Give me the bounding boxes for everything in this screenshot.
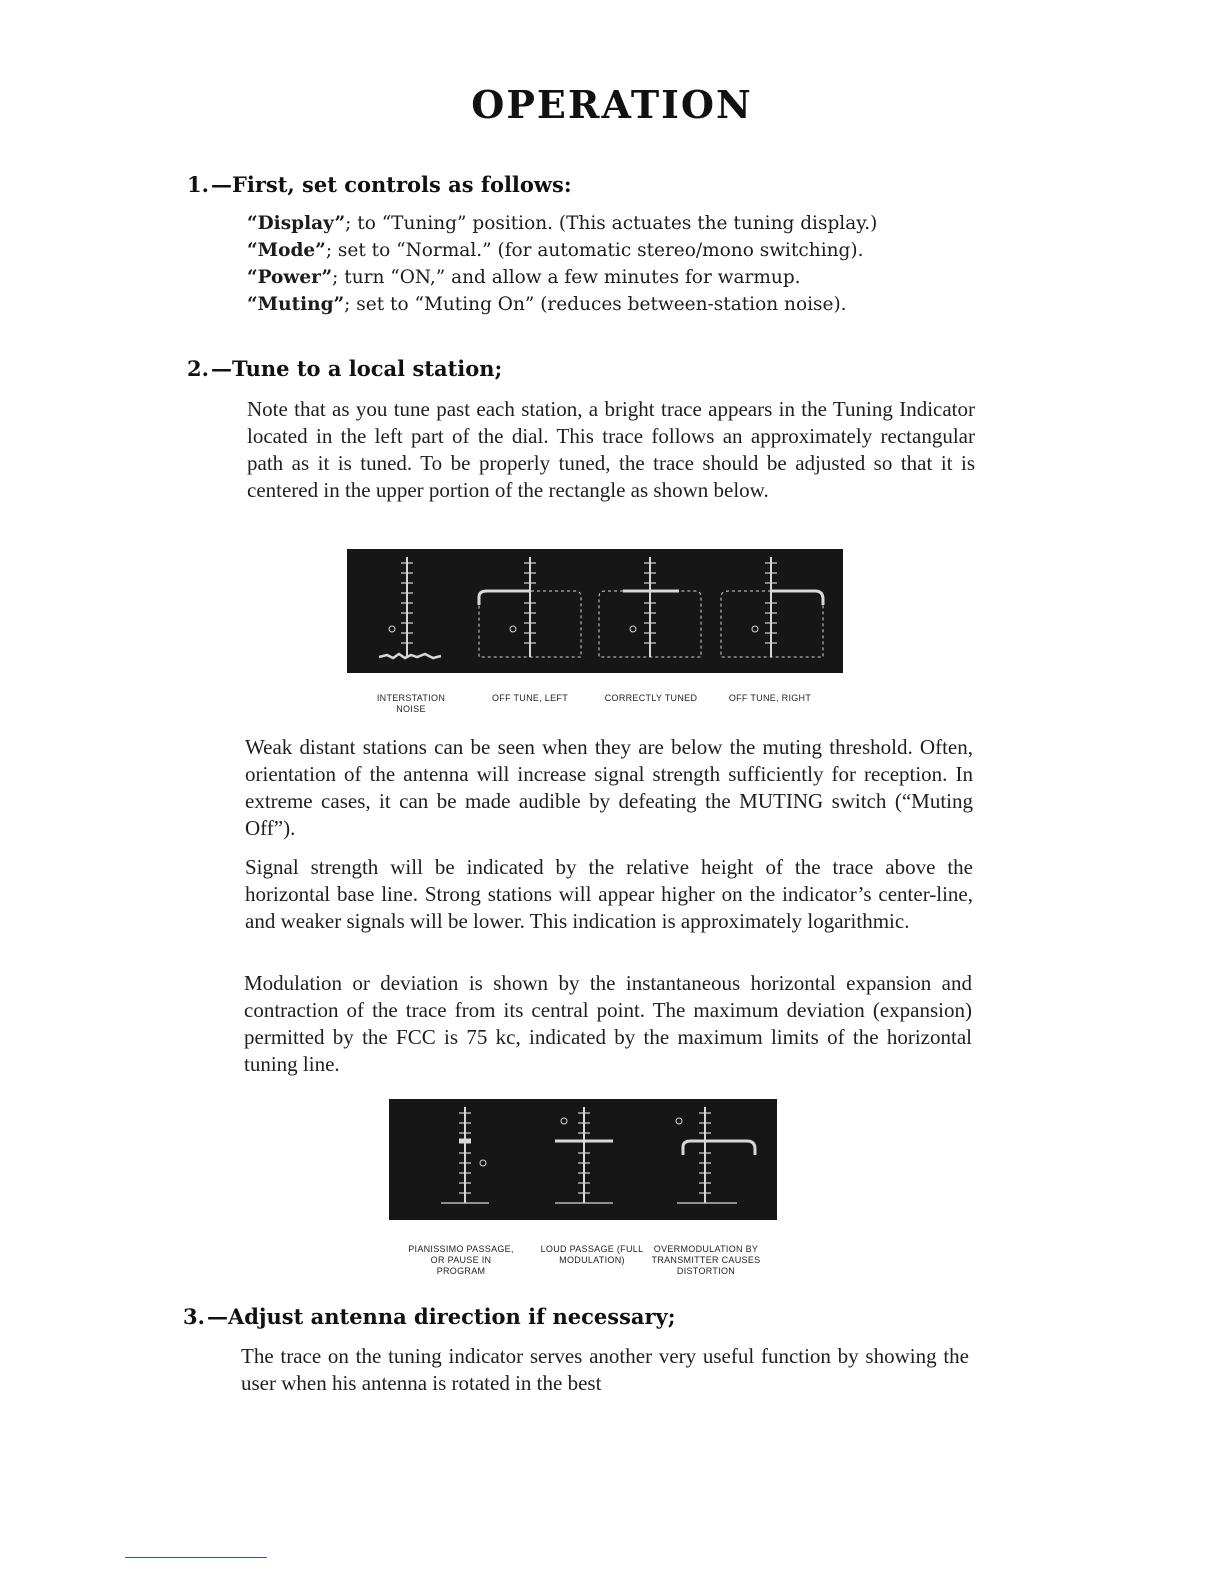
section-1-heading: 1.—First, set controls as follows: [187,172,572,197]
caption-loud-passage: LOUD PASSAGE (FULL MODULATION) [540,1244,644,1265]
section-2-heading: 2.—Tune to a local station; [187,356,503,381]
control-item [247,210,987,237]
section-3-title: Adjust antenna direction if necessary; [227,1304,676,1329]
control-name: “Muting” [247,294,345,315]
antenna-paragraph: The trace on the tuning indicator serves another very useful function by showing the user when his antenna is rotated in the best [241,1344,969,1395]
footnote-divider [125,1557,267,1558]
caption-overmodulation: OVERMODULATION BY TRANSMITTER CAUSES DISTORTION [651,1244,761,1276]
tuning-indicator-figure [347,549,843,673]
caption-interstation-noise: INTERSTATION NOISE [376,693,446,714]
controls-list [247,210,987,318]
section-3-heading: 3.—Adjust antenna direction if necessary; [183,1304,676,1329]
weak-stations-paragraph: Weak distant stations can be seen when they are below the muting threshold. Often, orientation of the antenna will increase signal strength sufficiently for reception. In extreme cases, it can be made audible by defeating the MUTING switch (“Muting Off”). [245,735,973,840]
modulation-indicator-figure [389,1099,777,1220]
control-item [247,237,987,264]
control-name: “Power” [247,267,333,288]
page-title: OPERATION [471,82,753,127]
control-name: “Display” [247,213,346,234]
modulation-paragraph: Modulation or deviation is shown by the instantaneous horizontal expansion and contraction of the trace from its central point. The maximum deviation (expansion) permitted by the FCC is 75 kc, indicated by the maximum limits of the horizontal tuning line. [244,971,972,1076]
caption-correctly-tuned: CORRECTLY TUNED [604,693,698,703]
control-text: ; turn “ON,” and allow a few minutes for warmup. [332,267,801,288]
control-text: ; set to “Normal.” (for automatic stereo/mono switching). [325,240,864,261]
control-item [247,264,987,291]
control-text: ; to “Tuning” position. (This actuates the tuning display.) [345,213,878,234]
section-3-number: 3. [183,1304,205,1329]
caption-off-tune-right: OFF TUNE, RIGHT [728,693,812,703]
control-text: ; set to “Muting On” (reduces between-station noise). [344,294,847,315]
tuning-intro-paragraph: Note that as you tune past each station, a bright trace appears in the Tuning Indicator located in the left part of the dial. This trace follows an approximately rectangular path as it is tuned. To be properly tuned, the trace should be adjusted so that it is centered in the upper portion of the rectangle as shown below. [247,397,975,502]
section-2-title: Tune to a local station; [231,356,503,381]
section-1-number: 1. [187,172,209,197]
section-1-title: First, set controls as follows: [231,172,572,197]
caption-pianissimo: PIANISSIMO PASSAGE, OR PAUSE IN PROGRAM [408,1244,514,1276]
caption-off-tune-left: OFF TUNE, LEFT [491,693,569,703]
signal-strength-paragraph: Signal strength will be indicated by the relative height of the trace above the horizontal base line. Strong stations will appear higher on the indicator’s center-line, and weaker signals will be lower. This indication is approximately logarithmic. [245,855,973,933]
section-2-number: 2. [187,356,209,381]
control-name: “Mode” [247,240,326,261]
control-item [247,291,987,318]
